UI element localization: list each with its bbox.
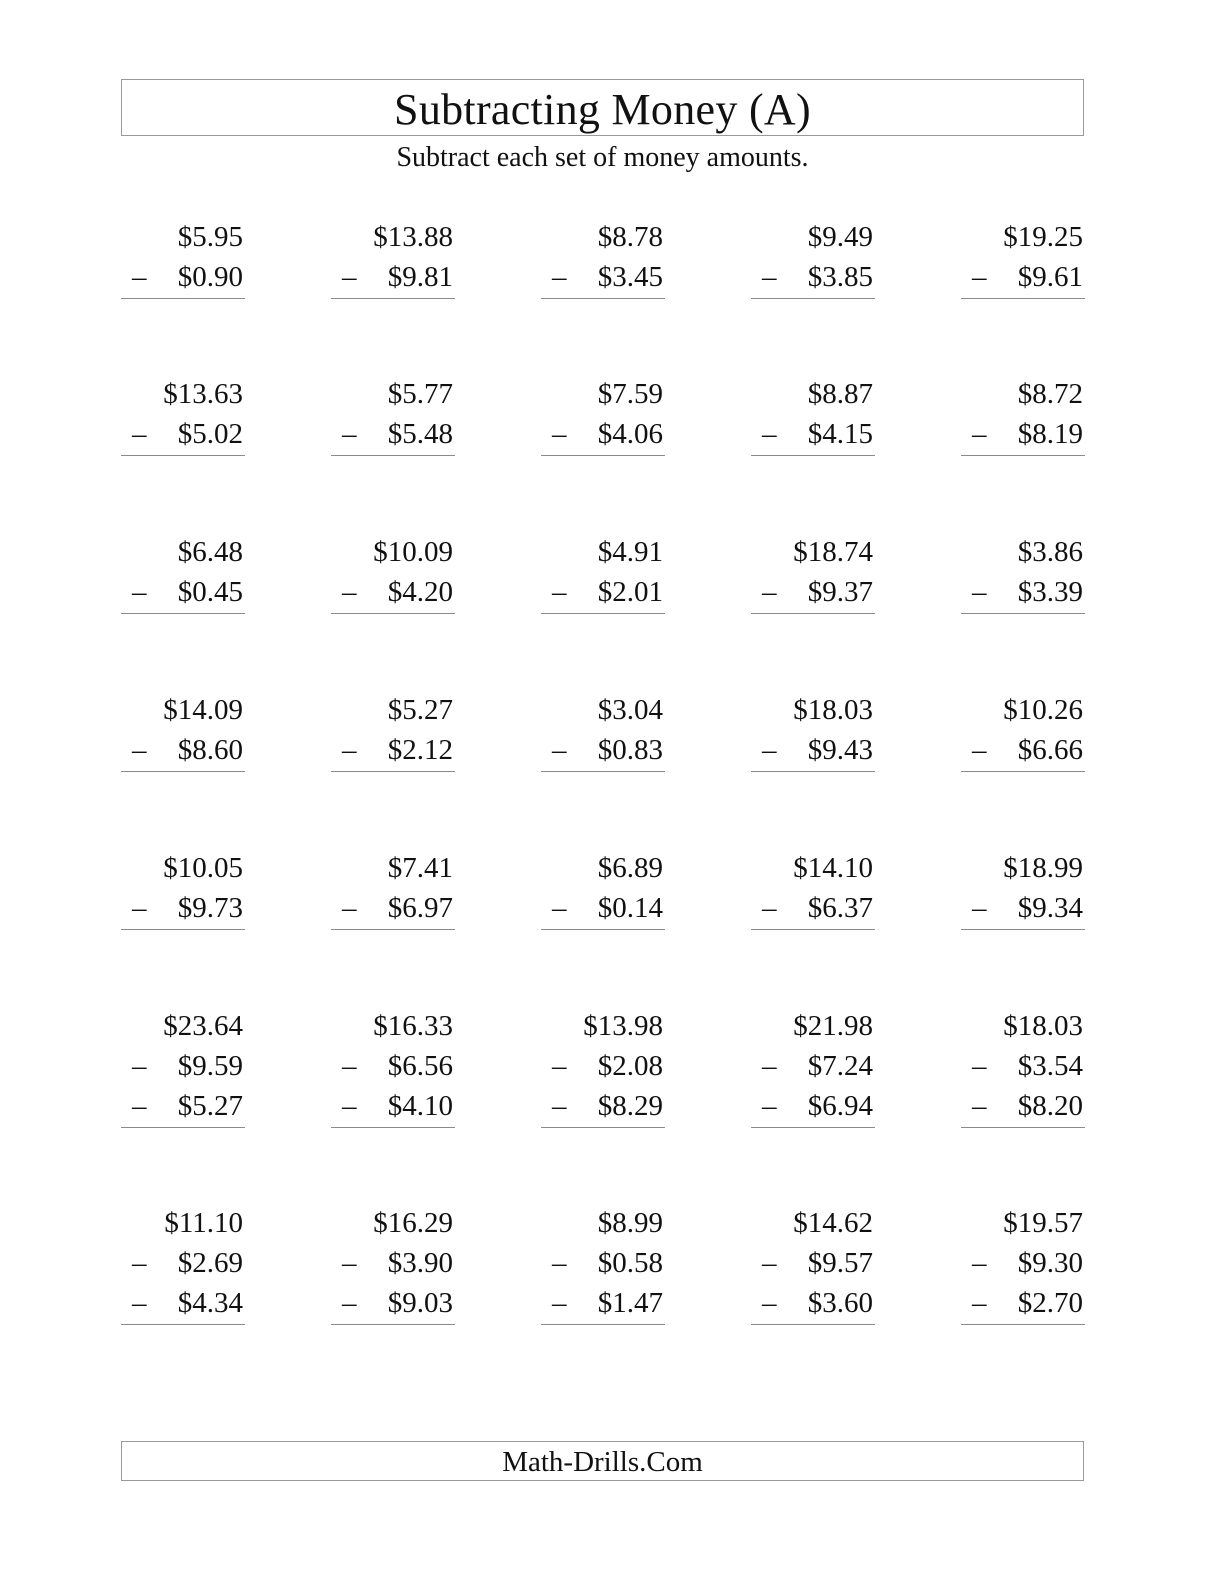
subtrahend-line <box>751 414 875 454</box>
subtrahend-line <box>331 730 455 770</box>
subtraction-problem <box>541 1006 665 1128</box>
subtrahend-amount: $1.47 <box>597 1287 663 1319</box>
subtrahend-line <box>751 1283 875 1323</box>
subtrahend-line <box>961 1086 1085 1126</box>
minuend-amount: $14.09 <box>163 694 243 726</box>
answer-rule <box>541 771 665 772</box>
subtrahend-line <box>961 730 1085 770</box>
answer-rule <box>751 298 875 299</box>
minuend-line <box>961 1006 1085 1046</box>
minuend-amount: $8.87 <box>807 378 873 410</box>
subtrahend-line <box>541 1086 665 1126</box>
minus-sign: – <box>342 1247 357 1279</box>
subtraction-problem <box>541 532 665 614</box>
worksheet-instructions: Subtract each set of money amounts. <box>396 142 809 173</box>
subtraction-problem <box>121 1203 245 1325</box>
answer-rule <box>331 455 455 456</box>
minuend-line <box>331 848 455 888</box>
answer-rule <box>541 1324 665 1325</box>
subtrahend-line <box>751 888 875 928</box>
answer-rule <box>121 613 245 614</box>
subtraction-problem <box>541 690 665 772</box>
answer-rule <box>331 771 455 772</box>
subtrahend-line <box>541 1046 665 1086</box>
answer-rule <box>121 1127 245 1128</box>
subtraction-problem <box>331 848 455 930</box>
minuend-line <box>751 374 875 414</box>
subtraction-problem <box>961 532 1085 614</box>
minuend-amount: $18.03 <box>793 694 873 726</box>
subtrahend-line <box>541 730 665 770</box>
subtraction-problem <box>331 1203 455 1325</box>
minuend-line <box>751 1006 875 1046</box>
minuend-line <box>331 1006 455 1046</box>
subtrahend-amount: $5.27 <box>177 1090 243 1122</box>
minus-sign: – <box>552 418 567 450</box>
answer-rule <box>961 771 1085 772</box>
minus-sign: – <box>762 734 777 766</box>
subtrahend-amount: $8.60 <box>177 734 243 766</box>
minus-sign: – <box>342 418 357 450</box>
minus-sign: – <box>552 1247 567 1279</box>
subtraction-problem <box>961 1006 1085 1128</box>
minuend-amount: $9.49 <box>807 221 873 253</box>
subtrahend-line <box>751 1086 875 1126</box>
subtrahend-line <box>121 1046 245 1086</box>
subtraction-problem <box>121 848 245 930</box>
subtraction-problem <box>121 1006 245 1128</box>
minuend-amount: $8.78 <box>597 221 663 253</box>
minuend-amount: $18.74 <box>793 536 873 568</box>
minus-sign: – <box>972 1090 987 1122</box>
subtrahend-line <box>331 1283 455 1323</box>
minuend-amount: $13.63 <box>163 378 243 410</box>
subtrahend-amount: $7.24 <box>807 1050 873 1082</box>
minuend-amount: $3.04 <box>597 694 663 726</box>
answer-rule <box>121 929 245 930</box>
subtrahend-amount: $4.06 <box>597 418 663 450</box>
minus-sign: – <box>132 1050 147 1082</box>
answer-rule <box>751 1324 875 1325</box>
minus-sign: – <box>972 261 987 293</box>
subtrahend-line <box>961 572 1085 612</box>
minus-sign: – <box>342 576 357 608</box>
answer-rule <box>331 298 455 299</box>
subtrahend-amount: $2.01 <box>597 576 663 608</box>
minuend-line <box>331 374 455 414</box>
minus-sign: – <box>972 576 987 608</box>
answer-rule <box>541 929 665 930</box>
subtrahend-amount: $8.20 <box>1017 1090 1083 1122</box>
subtrahend-line <box>751 1046 875 1086</box>
minus-sign: – <box>762 892 777 924</box>
minuend-amount: $19.25 <box>1003 221 1083 253</box>
subtrahend-amount: $3.90 <box>387 1247 453 1279</box>
minuend-line <box>961 1203 1085 1243</box>
subtrahend-line <box>751 730 875 770</box>
subtrahend-amount: $9.59 <box>177 1050 243 1082</box>
minuend-line <box>121 532 245 572</box>
minuend-line <box>751 217 875 257</box>
minuend-amount: $14.62 <box>793 1207 873 1239</box>
minuend-amount: $23.64 <box>163 1010 243 1042</box>
subtrahend-amount: $9.81 <box>387 261 453 293</box>
minus-sign: – <box>972 1287 987 1319</box>
subtraction-problem <box>331 532 455 614</box>
subtrahend-line <box>331 1046 455 1086</box>
minuend-line <box>541 217 665 257</box>
subtrahend-line <box>121 414 245 454</box>
subtraction-problem <box>751 217 875 299</box>
subtrahend-amount: $9.57 <box>807 1247 873 1279</box>
subtraction-problem <box>961 848 1085 930</box>
minuend-line <box>751 848 875 888</box>
minuend-line <box>541 848 665 888</box>
minus-sign: – <box>342 1050 357 1082</box>
minus-sign: – <box>342 261 357 293</box>
minuend-amount: $21.98 <box>793 1010 873 1042</box>
subtrahend-line <box>541 414 665 454</box>
answer-rule <box>751 1127 875 1128</box>
minuend-amount: $10.05 <box>163 852 243 884</box>
minuend-line <box>961 374 1085 414</box>
minuend-amount: $13.88 <box>373 221 453 253</box>
minuend-amount: $5.77 <box>387 378 453 410</box>
answer-rule <box>121 455 245 456</box>
minuend-line <box>331 532 455 572</box>
subtraction-problem <box>331 690 455 772</box>
answer-rule <box>961 929 1085 930</box>
subtrahend-line <box>121 257 245 297</box>
minus-sign: – <box>342 1090 357 1122</box>
subtrahend-amount: $5.02 <box>177 418 243 450</box>
answer-rule <box>961 298 1085 299</box>
minus-sign: – <box>132 892 147 924</box>
minus-sign: – <box>762 261 777 293</box>
minuend-amount: $19.57 <box>1003 1207 1083 1239</box>
subtraction-problem <box>541 1203 665 1325</box>
subtrahend-line <box>541 888 665 928</box>
minus-sign: – <box>552 734 567 766</box>
subtrahend-amount: $9.34 <box>1017 892 1083 924</box>
subtraction-problem <box>541 374 665 456</box>
subtrahend-amount: $4.15 <box>807 418 873 450</box>
subtrahend-line <box>751 572 875 612</box>
minus-sign: – <box>552 892 567 924</box>
subtrahend-amount: $0.58 <box>597 1247 663 1279</box>
minuend-amount: $8.72 <box>1017 378 1083 410</box>
minuend-line <box>961 690 1085 730</box>
subtraction-problem <box>751 690 875 772</box>
minus-sign: – <box>762 418 777 450</box>
minuend-amount: $8.99 <box>597 1207 663 1239</box>
minuend-amount: $6.48 <box>177 536 243 568</box>
answer-rule <box>541 1127 665 1128</box>
subtrahend-line <box>751 257 875 297</box>
minuend-line <box>751 690 875 730</box>
subtrahend-amount: $0.83 <box>597 734 663 766</box>
answer-rule <box>121 771 245 772</box>
minus-sign: – <box>552 576 567 608</box>
subtrahend-amount: $8.19 <box>1017 418 1083 450</box>
minuend-amount: $5.95 <box>177 221 243 253</box>
subtraction-problem <box>751 374 875 456</box>
subtrahend-line <box>751 1243 875 1283</box>
subtrahend-amount: $3.85 <box>807 261 873 293</box>
subtrahend-line <box>331 257 455 297</box>
subtrahend-amount: $6.56 <box>387 1050 453 1082</box>
minuend-line <box>331 1203 455 1243</box>
subtrahend-amount: $6.37 <box>807 892 873 924</box>
subtrahend-line <box>541 1243 665 1283</box>
subtrahend-amount: $9.37 <box>807 576 873 608</box>
subtraction-problem <box>121 217 245 299</box>
minus-sign: – <box>552 1090 567 1122</box>
minus-sign: – <box>972 1247 987 1279</box>
subtrahend-amount: $0.45 <box>177 576 243 608</box>
subtraction-problem <box>331 217 455 299</box>
answer-rule <box>121 298 245 299</box>
subtrahend-amount: $3.45 <box>597 261 663 293</box>
minuend-amount: $11.10 <box>164 1207 243 1239</box>
answer-rule <box>541 613 665 614</box>
minuend-line <box>541 532 665 572</box>
answer-rule <box>331 1324 455 1325</box>
subtrahend-amount: $2.12 <box>387 734 453 766</box>
subtrahend-line <box>121 1243 245 1283</box>
minus-sign: – <box>132 576 147 608</box>
minuend-line <box>961 848 1085 888</box>
subtrahend-line <box>331 572 455 612</box>
subtraction-problem <box>121 374 245 456</box>
minus-sign: – <box>342 734 357 766</box>
subtraction-problem <box>541 848 665 930</box>
subtrahend-amount: $9.30 <box>1017 1247 1083 1279</box>
minuend-amount: $3.86 <box>1017 536 1083 568</box>
subtrahend-line <box>961 888 1085 928</box>
subtrahend-line <box>961 257 1085 297</box>
subtrahend-amount: $2.70 <box>1017 1287 1083 1319</box>
subtrahend-amount: $3.39 <box>1017 576 1083 608</box>
subtrahend-line <box>331 414 455 454</box>
minuend-amount: $10.26 <box>1003 694 1083 726</box>
subtrahend-line <box>961 1243 1085 1283</box>
subtrahend-amount: $6.94 <box>807 1090 873 1122</box>
subtrahend-amount: $0.14 <box>597 892 663 924</box>
minuend-line <box>121 217 245 257</box>
minuend-amount: $18.99 <box>1003 852 1083 884</box>
minus-sign: – <box>972 734 987 766</box>
minus-sign: – <box>342 1287 357 1319</box>
subtraction-problem <box>541 217 665 299</box>
minuend-amount: $7.59 <box>597 378 663 410</box>
subtraction-problem <box>961 690 1085 772</box>
answer-rule <box>751 771 875 772</box>
subtraction-problem <box>961 374 1085 456</box>
minus-sign: – <box>132 1090 147 1122</box>
answer-rule <box>961 455 1085 456</box>
subtrahend-amount: $0.90 <box>177 261 243 293</box>
subtrahend-line <box>541 257 665 297</box>
minuend-line <box>121 848 245 888</box>
answer-rule <box>121 1324 245 1325</box>
subtrahend-amount: $4.10 <box>387 1090 453 1122</box>
subtraction-problem <box>121 690 245 772</box>
subtrahend-amount: $9.03 <box>387 1287 453 1319</box>
answer-rule <box>331 1127 455 1128</box>
minus-sign: – <box>132 418 147 450</box>
answer-rule <box>751 613 875 614</box>
answer-rule <box>541 455 665 456</box>
minuend-line <box>121 1006 245 1046</box>
subtrahend-amount: $2.69 <box>177 1247 243 1279</box>
subtrahend-amount: $4.20 <box>387 576 453 608</box>
minuend-amount: $16.33 <box>373 1010 453 1042</box>
minus-sign: – <box>972 1050 987 1082</box>
subtrahend-line <box>331 888 455 928</box>
subtraction-problem <box>331 1006 455 1128</box>
worksheet-title: Subtracting Money (A) <box>394 85 811 134</box>
minuend-line <box>541 1203 665 1243</box>
minuend-line <box>541 1006 665 1046</box>
subtraction-problem <box>331 374 455 456</box>
footer-box <box>121 1441 1084 1481</box>
minus-sign: – <box>552 261 567 293</box>
answer-rule <box>751 929 875 930</box>
minuend-amount: $14.10 <box>793 852 873 884</box>
minus-sign: – <box>132 261 147 293</box>
minus-sign: – <box>132 1247 147 1279</box>
minuend-line <box>541 690 665 730</box>
subtrahend-line <box>121 1283 245 1323</box>
subtrahend-amount: $6.97 <box>387 892 453 924</box>
minuend-line <box>331 690 455 730</box>
minuend-amount: $7.41 <box>387 852 453 884</box>
minus-sign: – <box>132 1287 147 1319</box>
answer-rule <box>961 613 1085 614</box>
footer-text: Math-Drills.Com <box>502 1446 703 1478</box>
subtrahend-amount: $9.73 <box>177 892 243 924</box>
subtraction-problem <box>751 532 875 614</box>
subtrahend-line <box>121 888 245 928</box>
minuend-amount: $6.89 <box>597 852 663 884</box>
answer-rule <box>541 298 665 299</box>
minuend-line <box>961 217 1085 257</box>
subtrahend-line <box>331 1086 455 1126</box>
answer-rule <box>751 455 875 456</box>
subtrahend-amount: $3.60 <box>807 1287 873 1319</box>
minus-sign: – <box>342 892 357 924</box>
minuend-line <box>751 1203 875 1243</box>
subtraction-problem <box>961 1203 1085 1325</box>
subtrahend-line <box>961 414 1085 454</box>
subtrahend-line <box>121 730 245 770</box>
subtrahend-line <box>121 1086 245 1126</box>
subtrahend-amount: $2.08 <box>597 1050 663 1082</box>
answer-rule <box>331 929 455 930</box>
subtrahend-line <box>331 1243 455 1283</box>
minuend-line <box>331 217 455 257</box>
minuend-amount: $13.98 <box>583 1010 663 1042</box>
subtrahend-line <box>541 572 665 612</box>
subtrahend-amount: $9.61 <box>1017 261 1083 293</box>
minuend-amount: $18.03 <box>1003 1010 1083 1042</box>
answer-rule <box>331 613 455 614</box>
minus-sign: – <box>972 418 987 450</box>
minuend-amount: $16.29 <box>373 1207 453 1239</box>
minus-sign: – <box>762 1287 777 1319</box>
minus-sign: – <box>132 734 147 766</box>
answer-rule <box>961 1324 1085 1325</box>
minus-sign: – <box>552 1050 567 1082</box>
subtrahend-line <box>541 1283 665 1323</box>
minuend-amount: $4.91 <box>597 536 663 568</box>
subtrahend-amount: $3.54 <box>1017 1050 1083 1082</box>
subtrahend-amount: $6.66 <box>1017 734 1083 766</box>
subtrahend-line <box>121 572 245 612</box>
subtrahend-line <box>961 1046 1085 1086</box>
answer-rule <box>961 1127 1085 1128</box>
subtraction-problem <box>121 532 245 614</box>
minuend-line <box>121 374 245 414</box>
minuend-line <box>961 532 1085 572</box>
subtraction-problem <box>751 1006 875 1128</box>
minuend-line <box>121 1203 245 1243</box>
minus-sign: – <box>972 892 987 924</box>
minuend-amount: $5.27 <box>387 694 453 726</box>
subtrahend-amount: $9.43 <box>807 734 873 766</box>
minuend-line <box>751 532 875 572</box>
subtrahend-amount: $8.29 <box>597 1090 663 1122</box>
minus-sign: – <box>762 1050 777 1082</box>
minuend-line <box>541 374 665 414</box>
subtrahend-amount: $5.48 <box>387 418 453 450</box>
minus-sign: – <box>552 1287 567 1319</box>
minuend-amount: $10.09 <box>373 536 453 568</box>
subtrahend-line <box>961 1283 1085 1323</box>
minus-sign: – <box>762 1247 777 1279</box>
subtraction-problem <box>751 848 875 930</box>
minus-sign: – <box>762 1090 777 1122</box>
subtraction-problem <box>961 217 1085 299</box>
minus-sign: – <box>762 576 777 608</box>
subtraction-problem <box>751 1203 875 1325</box>
minuend-line <box>121 690 245 730</box>
subtrahend-amount: $4.34 <box>177 1287 243 1319</box>
